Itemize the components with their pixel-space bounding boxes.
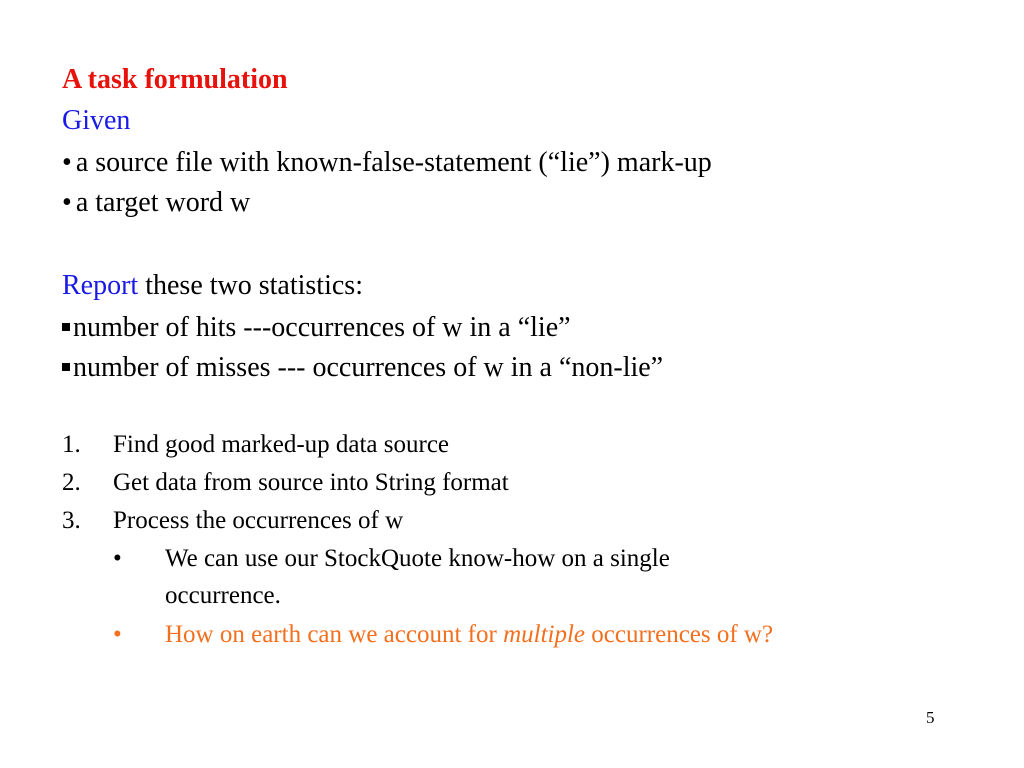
square-bullet-icon bbox=[62, 363, 70, 371]
step-text: Process the occurrences of w bbox=[113, 507, 404, 534]
report-bullet-text: number of hits ---occurrences of w in a “lie” bbox=[73, 312, 571, 343]
report-rest: these two statistics: bbox=[138, 270, 363, 301]
given-bullet-text: a source file with known-false-statement (“lie”) mark-up bbox=[75, 147, 712, 178]
bullet-dot: • bbox=[62, 147, 72, 178]
given-label: Given bbox=[62, 105, 131, 136]
bullet-dot: • bbox=[62, 187, 72, 218]
sub-bullet-text: We can use our StockQuote know-how on a single bbox=[165, 545, 670, 572]
highlight-pre: How on earth can we account for bbox=[165, 621, 504, 648]
highlight-emphasis: multiple bbox=[503, 621, 585, 648]
report-bullet-text: number of misses --- occurrences of w in a “non-lie” bbox=[73, 352, 664, 383]
highlight-post: occurrences of w? bbox=[585, 621, 774, 648]
step-number: 3. bbox=[62, 507, 81, 534]
page-number: 5 bbox=[926, 708, 935, 727]
given-bullet-1 bbox=[62, 149, 712, 177]
report-bullet-1 bbox=[62, 314, 571, 342]
step-number: 2. bbox=[62, 469, 81, 496]
sub-bullet-dot: • bbox=[113, 545, 122, 572]
given-bullet-2 bbox=[62, 189, 250, 217]
step-text: Find good marked-up data source bbox=[113, 431, 450, 458]
step-number: 1. bbox=[62, 431, 81, 458]
step-text: Get data from source into String format bbox=[113, 469, 509, 496]
sub-bullet-dot: • bbox=[113, 621, 122, 648]
given-bullet-text: a target word w bbox=[75, 187, 251, 218]
report-bullet-2 bbox=[62, 354, 663, 382]
slide-title: A task formulation bbox=[62, 64, 288, 95]
report-label: Report bbox=[62, 270, 139, 301]
report-line bbox=[62, 272, 363, 300]
sub-bullet-text-cont: occurrence. bbox=[165, 582, 281, 609]
sub-bullet-highlight bbox=[165, 622, 773, 647]
square-bullet-icon bbox=[62, 323, 70, 331]
